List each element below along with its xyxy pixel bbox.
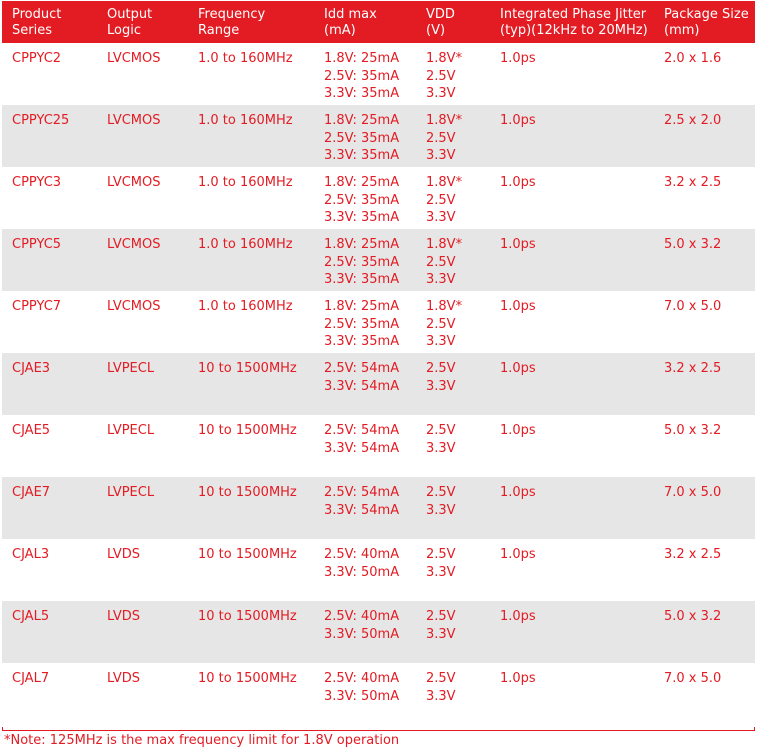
cell-freq: 10 to 1500MHz: [198, 485, 297, 500]
table-row: [2, 353, 755, 415]
cell-vdd: 2.5V 3.3V: [426, 485, 456, 518]
cell-logic: LVDS: [107, 547, 140, 562]
cell-series: CPPYC2: [12, 51, 62, 66]
cell-vdd: 2.5V 3.3V: [426, 547, 456, 580]
cell-jitter: 1.0ps: [500, 175, 536, 190]
cell-jitter: 1.0ps: [500, 547, 536, 562]
header-package-size: Package Size (mm): [664, 7, 749, 38]
table-row: [2, 663, 755, 727]
table-row: [2, 167, 755, 229]
cell-series: CJAE5: [12, 423, 51, 438]
cell-logic: LVCMOS: [107, 175, 161, 190]
table-row: [2, 105, 755, 167]
cell-vdd: 2.5V 3.3V: [426, 423, 456, 456]
cell-vdd: 2.5V 3.3V: [426, 609, 456, 642]
cell-series: CPPYC25: [12, 113, 70, 128]
header-phase-jitter: Integrated Phase Jitter (typ)(12kHz to 20MHz): [500, 7, 648, 38]
cell-freq: 1.0 to 160MHz: [198, 113, 293, 128]
cell-freq: 1.0 to 160MHz: [198, 175, 293, 190]
cell-package: 2.0 x 1.6: [664, 51, 722, 66]
cell-package: 2.5 x 2.0: [664, 113, 722, 128]
cell-vdd: 2.5V 3.3V: [426, 671, 456, 704]
cell-freq: 10 to 1500MHz: [198, 671, 297, 686]
header-idd-max: Idd max (mA): [324, 7, 377, 38]
cell-jitter: 1.0ps: [500, 51, 536, 66]
table-row: [2, 601, 755, 663]
cell-logic: LVPECL: [107, 361, 155, 376]
cell-logic: LVPECL: [107, 485, 155, 500]
cell-series: CJAL7: [12, 671, 50, 686]
cell-vdd: 1.8V* 2.5V 3.3V: [426, 175, 463, 225]
cell-idd: 2.5V: 40mA 3.3V: 50mA: [324, 547, 400, 580]
cell-logic: LVCMOS: [107, 113, 161, 128]
cell-jitter: 1.0ps: [500, 237, 536, 252]
table-row: [2, 415, 755, 477]
header-vdd: VDD (V): [426, 7, 455, 38]
cell-package: 5.0 x 3.2: [664, 237, 722, 252]
cell-logic: LVPECL: [107, 423, 155, 438]
cell-vdd: 1.8V* 2.5V 3.3V: [426, 299, 463, 349]
cell-logic: LVCMOS: [107, 51, 161, 66]
cell-logic: LVCMOS: [107, 237, 161, 252]
header-output-logic: Output Logic: [107, 7, 153, 38]
cell-freq: 10 to 1500MHz: [198, 547, 297, 562]
oscillator-spec-table: [2, 1, 755, 727]
cell-package: 3.2 x 2.5: [664, 547, 722, 562]
cell-idd: 2.5V: 40mA 3.3V: 50mA: [324, 671, 400, 704]
table-row: [2, 43, 755, 105]
header-product-series: Product Series: [12, 7, 62, 38]
cell-idd: 1.8V: 25mA 2.5V: 35mA 3.3V: 35mA: [324, 299, 400, 349]
cell-freq: 1.0 to 160MHz: [198, 51, 293, 66]
cell-idd: 1.8V: 25mA 2.5V: 35mA 3.3V: 35mA: [324, 113, 400, 163]
cell-idd: 2.5V: 54mA 3.3V: 54mA: [324, 485, 400, 518]
cell-vdd: 1.8V* 2.5V 3.3V: [426, 51, 463, 101]
cell-jitter: 1.0ps: [500, 671, 536, 686]
cell-series: CJAL3: [12, 547, 50, 562]
cell-logic: LVDS: [107, 609, 140, 624]
cell-freq: 1.0 to 160MHz: [198, 237, 293, 252]
cell-package: 7.0 x 5.0: [664, 671, 722, 686]
cell-vdd: 2.5V 3.3V: [426, 361, 456, 394]
cell-logic: LVCMOS: [107, 299, 161, 314]
cell-series: CPPYC3: [12, 175, 62, 190]
cell-series: CJAL5: [12, 609, 50, 624]
cell-series: CPPYC7: [12, 299, 62, 314]
cell-series: CJAE3: [12, 361, 51, 376]
cell-freq: 10 to 1500MHz: [198, 609, 297, 624]
cell-idd: 2.5V: 54mA 3.3V: 54mA: [324, 361, 400, 394]
header-frequency-range: Frequency Range: [198, 7, 266, 38]
cell-package: 3.2 x 2.5: [664, 361, 722, 376]
cell-jitter: 1.0ps: [500, 609, 536, 624]
cell-series: CJAE7: [12, 485, 51, 500]
cell-jitter: 1.0ps: [500, 113, 536, 128]
cell-freq: 10 to 1500MHz: [198, 361, 297, 376]
cell-package: 5.0 x 3.2: [664, 423, 722, 438]
cell-package: 7.0 x 5.0: [664, 485, 722, 500]
cell-jitter: 1.0ps: [500, 485, 536, 500]
cell-jitter: 1.0ps: [500, 361, 536, 376]
cell-idd: 2.5V: 40mA 3.3V: 50mA: [324, 609, 400, 642]
cell-vdd: 1.8V* 2.5V 3.3V: [426, 237, 463, 287]
cell-series: CPPYC5: [12, 237, 62, 252]
cell-idd: 1.8V: 25mA 2.5V: 35mA 3.3V: 35mA: [324, 237, 400, 287]
header-row: [2, 1, 755, 43]
cell-jitter: 1.0ps: [500, 299, 536, 314]
cell-jitter: 1.0ps: [500, 423, 536, 438]
cell-package: 3.2 x 2.5: [664, 175, 722, 190]
cell-freq: 10 to 1500MHz: [198, 423, 297, 438]
cell-vdd: 1.8V* 2.5V 3.3V: [426, 113, 463, 163]
cell-idd: 1.8V: 25mA 2.5V: 35mA 3.3V: 35mA: [324, 175, 400, 225]
cell-logic: LVDS: [107, 671, 140, 686]
table-row: [2, 539, 755, 601]
table-row: [2, 291, 755, 353]
footnote: *Note: 125MHz is the max frequency limit for 1.8V operation: [4, 733, 400, 748]
cell-package: 7.0 x 5.0: [664, 299, 722, 314]
table-row: [2, 229, 755, 291]
cell-freq: 1.0 to 160MHz: [198, 299, 293, 314]
cell-idd: 2.5V: 54mA 3.3V: 54mA: [324, 423, 400, 456]
table-row: [2, 477, 755, 539]
cell-package: 5.0 x 3.2: [664, 609, 722, 624]
cell-idd: 1.8V: 25mA 2.5V: 35mA 3.3V: 35mA: [324, 51, 400, 101]
